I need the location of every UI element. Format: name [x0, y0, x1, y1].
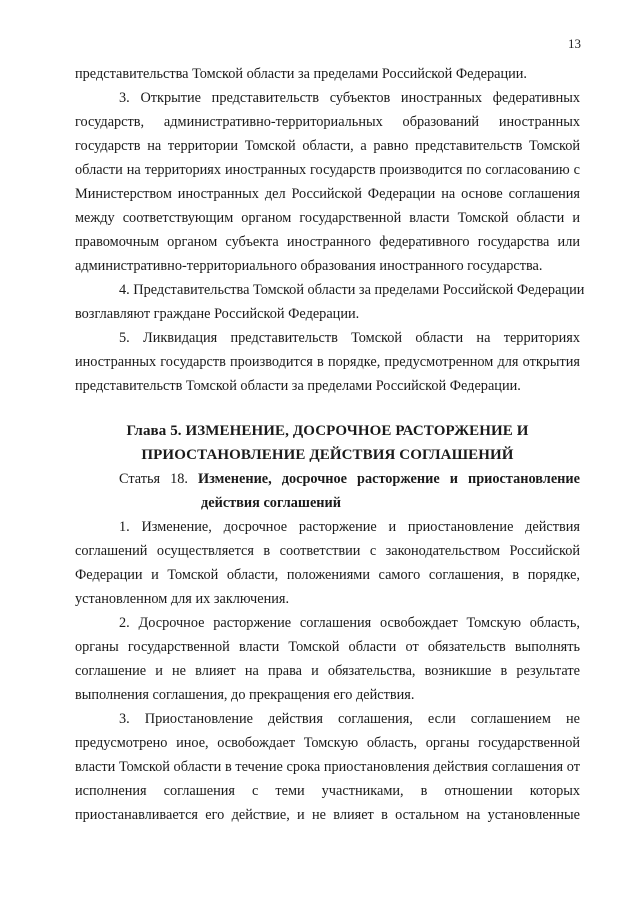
paragraph-line: Федерации и Томской области, положениями самого соглашения, в порядке,	[75, 567, 580, 583]
article-heading	[75, 467, 580, 515]
paragraph-line: предусмотрено иное, освобождает Томскую область, органы государственной	[75, 735, 580, 751]
paragraph-line: иностранных государств производится в порядке, предусмотренном для открытия	[75, 354, 580, 370]
paragraph-line: установленном для их заключения.	[75, 591, 290, 607]
paragraph-line: Министерством иностранных дел Российской Федерации на основе соглашения	[75, 186, 580, 202]
article-paragraph-1	[75, 515, 580, 611]
paragraph-line: правомочным органом субъекта иностранного федеративного государства или	[75, 234, 580, 250]
paragraph-line: государств на территории Томской области, а равно представительств Томской	[75, 138, 580, 154]
paragraph-line: 3. Открытие представительств субъектов иностранных федеративных	[119, 90, 580, 106]
paragraph-3	[75, 86, 580, 278]
paragraph-line: представительства Томской области за пределами Российской Федерации.	[75, 66, 527, 82]
article-paragraph-2	[75, 611, 580, 707]
paragraph-line: органы государственной власти Томской области от обязательств выполнять	[75, 639, 580, 655]
paragraph-line: между соответствующим органом государственной власти Томской области и	[75, 210, 580, 226]
paragraph-line: 3. Приостановление действия соглашения, если соглашением не	[119, 711, 580, 727]
paragraph-line: 2. Досрочное расторжение соглашения освобождает Томскую область,	[119, 615, 580, 631]
chapter-title-line: Глава 5. ИЗМЕНЕНИЕ, ДОСРОЧНОЕ РАСТОРЖЕНИЕ И	[126, 423, 529, 439]
paragraph-line: 5. Ликвидация представительств Томской области на территориях	[119, 330, 580, 346]
page-number: 13	[568, 36, 581, 51]
chapter-heading	[75, 419, 580, 467]
paragraph-line: возглавляют граждане Российской Федерации.	[75, 306, 360, 322]
paragraph-line: 4. Представительства Томской области за пределами Российской Федерации	[119, 282, 585, 298]
paragraph-line: выполнения соглашения, до прекращения его действия.	[75, 687, 415, 703]
paragraph-4	[75, 278, 585, 326]
paragraph-line: 1. Изменение, досрочное расторжение и приостановление действия	[119, 519, 580, 535]
article-number: Статья 18.	[119, 471, 188, 487]
paragraph-5	[75, 326, 580, 398]
document-body	[75, 62, 585, 827]
article-title-line	[75, 467, 580, 491]
paragraph-line: административно-территориального образования иностранного государства.	[75, 258, 543, 274]
paragraph-line: исполнения соглашения с теми участниками, в отношении которых	[75, 783, 580, 799]
chapter-title-line: ПРИОСТАНОВЛЕНИЕ ДЕЙСТВИЯ СОГЛАШЕНИЙ	[141, 447, 514, 463]
paragraph-line: приостанавливается его действие, и не влияет в остальном на установленные	[75, 807, 580, 823]
paragraph-line: соглашение и не влияет на права и обязательства, возникшие в результате	[75, 663, 580, 679]
paragraph-line: власти Томской области в течение срока приостановления действия соглашения от	[75, 759, 580, 775]
paragraph-line: государств, административно-территориальных образований иностранных	[75, 114, 580, 130]
article-title: Изменение, досрочное расторжение и приостановление	[198, 471, 580, 487]
paragraph-line: соглашений осуществляется в соответствии с законодательством Российской	[75, 543, 580, 559]
paragraph-line: представительств Томской области за пределами Российской Федерации.	[75, 378, 521, 394]
paragraph-line: области на территориях иностранных государств производится по согласованию с	[75, 162, 580, 178]
article-title-line: действия соглашений	[201, 495, 342, 511]
article-paragraph-3	[75, 707, 580, 827]
